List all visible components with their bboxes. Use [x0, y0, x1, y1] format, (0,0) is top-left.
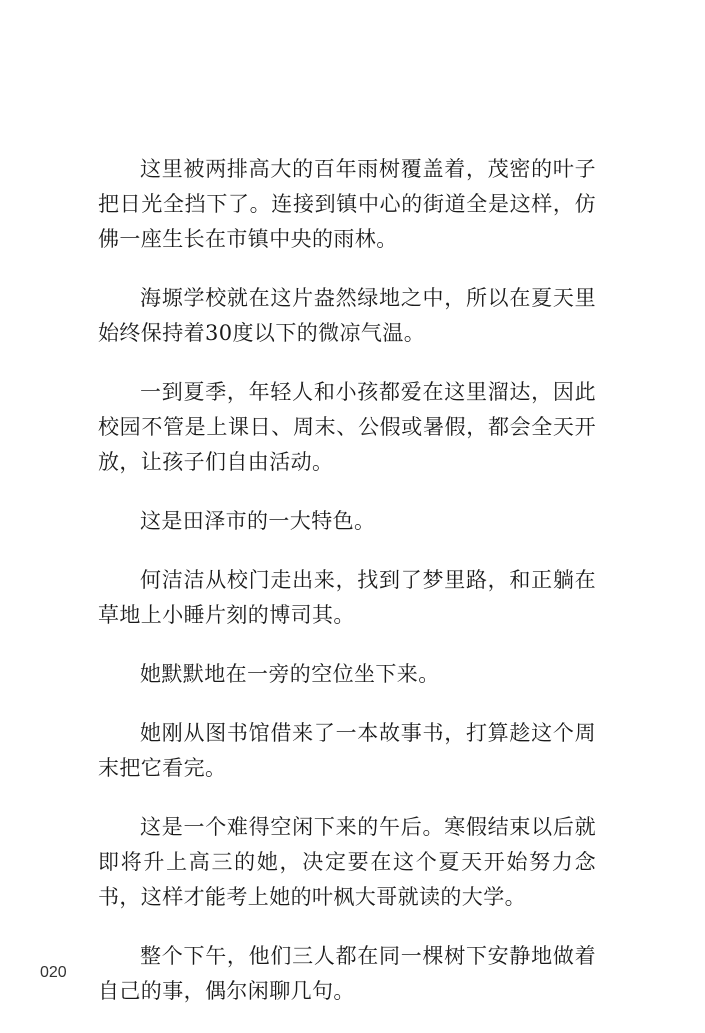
page-number: 020	[40, 964, 67, 981]
paragraph: 她默默地在一旁的空位坐下来。	[140, 662, 440, 686]
paragraph: 整个下午，他们三人都在同一棵树下安静地做着自己的事，偶尔闲聊几句。	[98, 944, 596, 1003]
paragraph: 何洁洁从校门走出来，找到了梦里路，和正躺在草地上小睡片刻的博司其。	[98, 568, 596, 627]
body-text	[98, 152, 596, 1033]
paragraph: 这里被两排高大的百年雨树覆盖着，茂密的叶子把日光全挡下了。连接到镇中心的街道全是这样，仿佛一座生长在市镇中央的雨林。	[98, 157, 596, 251]
paragraph: 她刚从图书馆借来了一本故事书，打算趁这个周末把它看完。	[98, 721, 596, 780]
paragraph: 海塬学校就在这片盎然绿地之中，所以在夏天里始终保持着30度以下的微凉气温。	[98, 286, 596, 345]
paragraph: 一到夏季，年轻人和小孩都爱在这里溜达，因此校园不管是上课日、周末、公假或暑假，都会全天开放，让孩子们自由活动。	[98, 380, 596, 474]
paragraph: 这是一个难得空闲下来的午后。寒假结束以后就即将升上高三的她，决定要在这个夏天开始努力念书，这样才能考上她的叶枫大哥就读的大学。	[98, 815, 596, 909]
paragraph: 这是田泽市的一大特色。	[140, 509, 376, 533]
